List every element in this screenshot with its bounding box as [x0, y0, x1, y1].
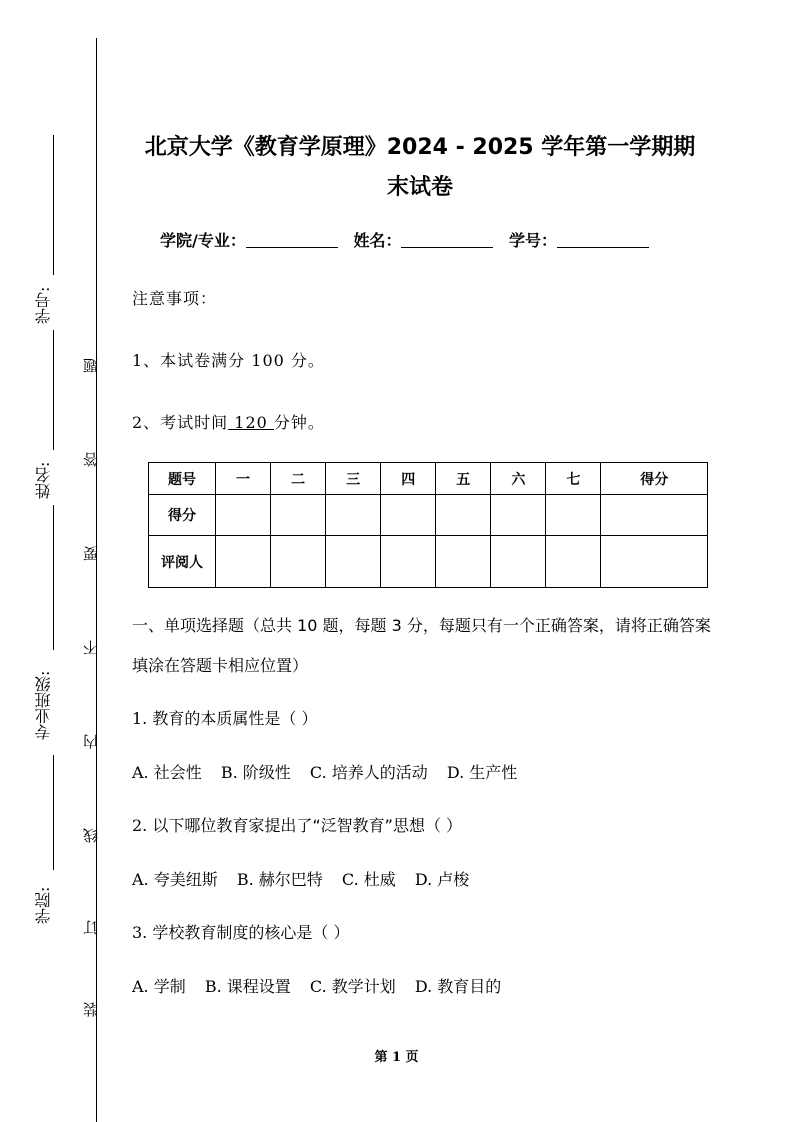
score-row — [149, 495, 708, 536]
reviewer-cell[interactable] — [326, 536, 381, 588]
score-cell[interactable] — [546, 495, 601, 536]
reviewer-cell[interactable] — [216, 536, 271, 588]
option-c[interactable] — [310, 977, 396, 996]
note-item-2 — [132, 410, 325, 433]
option-text: 夸美纽斯 — [153, 870, 218, 889]
option-key: B. — [204, 977, 222, 996]
score-header-cell: 得分 — [601, 463, 708, 495]
score-header-cell: 三 — [326, 463, 381, 495]
score-cell[interactable] — [271, 495, 326, 536]
question-3-options — [132, 974, 515, 997]
option-d[interactable] — [415, 977, 501, 996]
seal-char-yao: 要 — [82, 546, 100, 561]
question-1-options — [132, 760, 531, 783]
seal-char-xian: 线 — [82, 828, 100, 843]
option-key: A. — [132, 870, 149, 889]
seal-char-zhuang: 装 — [82, 1002, 100, 1017]
seal-char-bu: 不 — [82, 640, 100, 655]
note-item-1: 1、本试卷满分 100 分。 — [132, 351, 325, 370]
score-table — [148, 462, 708, 588]
score-cell[interactable] — [326, 495, 381, 536]
option-key: D. — [414, 870, 433, 889]
binding-line — [96, 38, 97, 1122]
score-cell[interactable] — [491, 495, 546, 536]
student-id-blank[interactable] — [557, 231, 649, 248]
option-b[interactable] — [221, 763, 291, 782]
question-text: 教育的本质属性是（ ） — [152, 709, 318, 728]
score-table-header-row — [149, 463, 708, 495]
student-id-label: 学号: — [34, 286, 53, 324]
seal-char-da: 答 — [82, 452, 100, 467]
option-text: 社会性 — [153, 763, 202, 782]
reviewer-cell[interactable] — [436, 536, 491, 588]
option-text: 教育目的 — [437, 977, 502, 996]
option-key: A. — [132, 763, 149, 782]
exam-title-line1: 北京大学《教育学原理》2024 - 2025 学年第一学期期 — [144, 135, 696, 160]
score-cell[interactable] — [216, 495, 271, 536]
option-key: C. — [309, 977, 327, 996]
option-d[interactable] — [447, 763, 517, 782]
question-text: 以下哪位教育家提出了“泛智教育”思想（ ） — [152, 816, 463, 835]
score-header-cell: 题号 — [149, 463, 216, 495]
reviewer-cell[interactable] — [546, 536, 601, 588]
page-number: 第 1 页 — [374, 1050, 419, 1065]
option-c[interactable] — [310, 763, 428, 782]
student-id-label: 学号： — [509, 231, 558, 250]
option-text: 生产性 — [469, 763, 518, 782]
score-header-cell: 六 — [491, 463, 546, 495]
score-header-cell: 四 — [381, 463, 436, 495]
college-field — [24, 755, 64, 940]
option-text: 培养人的活动 — [331, 763, 428, 782]
option-a[interactable] — [132, 870, 218, 889]
note-item-2-prefix: 2、考试时间 — [132, 413, 229, 432]
option-key: A. — [132, 977, 149, 996]
seal-char-nei: 内 — [82, 734, 100, 749]
score-header-cell: 一 — [216, 463, 271, 495]
name-label: 姓名: — [34, 461, 53, 499]
section1-title: 一、单项选择题（总共 10 题，每题 3 分，每题只有一个正确答案，请将正确答案填涂在答题卡相应位置） — [132, 616, 711, 675]
class-field — [24, 505, 64, 755]
option-c[interactable] — [342, 870, 396, 889]
question-text: 学校教育制度的核心是（ ） — [152, 923, 350, 942]
score-cell[interactable] — [381, 495, 436, 536]
option-text: 教学计划 — [331, 977, 396, 996]
option-key: B. — [220, 763, 238, 782]
option-key: D. — [414, 977, 433, 996]
question-number: 1. — [132, 709, 148, 728]
option-text: 课程设置 — [226, 977, 291, 996]
option-b[interactable] — [237, 870, 323, 889]
reviewer-cell[interactable] — [381, 536, 436, 588]
option-text: 学制 — [153, 977, 186, 996]
option-text: 阶级性 — [242, 763, 291, 782]
name-field — [24, 330, 64, 505]
notes-heading: 注意事项： — [132, 289, 218, 308]
score-cell[interactable] — [436, 495, 491, 536]
option-a[interactable] — [132, 977, 186, 996]
score-cell[interactable] — [601, 495, 708, 536]
option-text: 杜威 — [363, 870, 396, 889]
question-3 — [132, 920, 349, 943]
question-number: 3. — [132, 923, 148, 942]
student-info — [160, 228, 720, 251]
option-text: 卢梭 — [437, 870, 470, 889]
seal-char-ti: 题 — [82, 358, 100, 373]
question-2-options — [132, 867, 483, 890]
option-d[interactable] — [415, 870, 469, 889]
college-label: 学院: — [34, 886, 53, 924]
college-major-label: 学院/专业： — [160, 231, 246, 250]
score-header-cell: 五 — [436, 463, 491, 495]
reviewer-cell[interactable] — [271, 536, 326, 588]
score-header-cell: 二 — [271, 463, 326, 495]
reviewer-row-label: 评阅人 — [149, 536, 216, 588]
student-id-field — [24, 135, 64, 330]
name-label: 姓名： — [353, 231, 402, 250]
option-key: B. — [236, 870, 254, 889]
name-blank[interactable] — [401, 231, 493, 248]
exam-minutes: 120 — [228, 413, 274, 432]
option-a[interactable] — [132, 763, 202, 782]
class-label: 专业班级: — [34, 670, 53, 740]
question-number: 2. — [132, 816, 148, 835]
score-header-cell: 七 — [546, 463, 601, 495]
seal-char-ding: 订 — [82, 920, 100, 935]
question-2 — [132, 813, 462, 836]
option-text: 赫尔巴特 — [258, 870, 323, 889]
note-item-2-suffix: 分钟。 — [273, 413, 325, 432]
college-major-blank[interactable] — [246, 231, 338, 248]
score-row-label: 得分 — [149, 495, 216, 536]
question-1 — [132, 706, 317, 729]
option-b[interactable] — [205, 977, 291, 996]
reviewer-cell[interactable] — [601, 536, 708, 588]
reviewer-row — [149, 536, 708, 588]
option-key: C. — [341, 870, 359, 889]
option-key: C. — [309, 763, 327, 782]
option-key: D. — [446, 763, 465, 782]
reviewer-cell[interactable] — [491, 536, 546, 588]
exam-title — [110, 128, 730, 208]
exam-title-line2: 末试卷 — [386, 175, 453, 200]
